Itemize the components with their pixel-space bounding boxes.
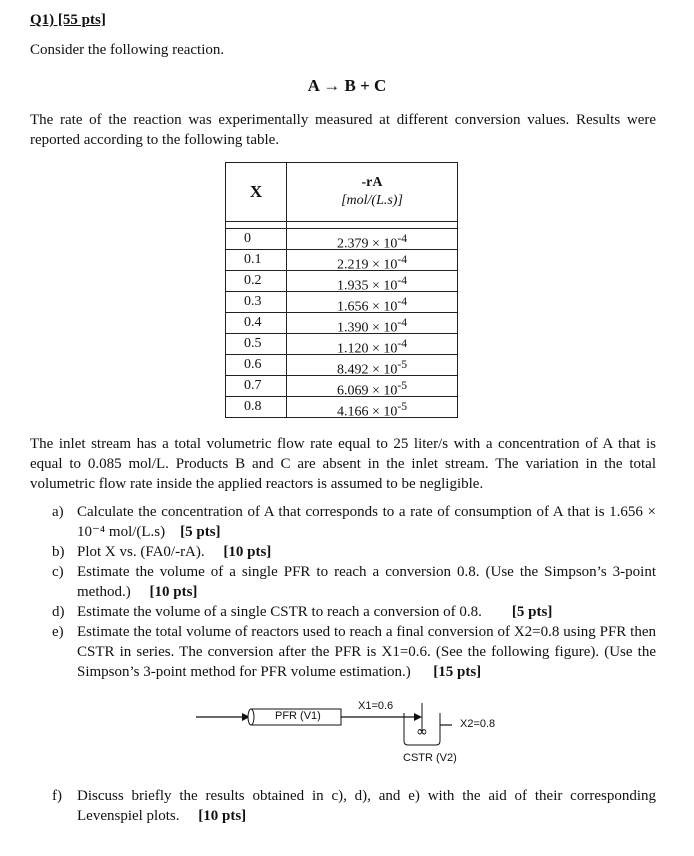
- x-value: 0.3: [244, 294, 262, 309]
- rate-value: $1.120 \times 10^{-4}$: [336, 337, 408, 357]
- question-item-b: b) Plot X vs. (FA0/-rA). [10 pts]: [52, 544, 272, 560]
- rate-value: $2.379 \times 10^{-4}$: [336, 232, 408, 252]
- question-list-f: [52, 786, 656, 826]
- rate-value: $1.390 \times 10^{-4}$: [336, 316, 408, 336]
- x-value: 0.7: [244, 378, 262, 393]
- question-item-f: f) Discuss briefly the results obtained in c), d), and e) with the aid of their corresponding Levenspiel plots. [10 pts]: [52, 788, 656, 824]
- cstr-stirrer-icon: ∞: [416, 724, 428, 740]
- rate-value: $6.069 \times 10^{-5}$: [336, 379, 408, 399]
- rate-value: $1.656 \times 10^{-4}$: [336, 295, 408, 315]
- rate-value: $4.166 \times 10^{-5}$: [336, 400, 408, 420]
- table-row: [226, 292, 458, 313]
- x1-label: X1=0.6: [358, 700, 394, 712]
- table-row: [226, 313, 458, 334]
- table-header-row: [226, 163, 458, 222]
- table-row: [226, 250, 458, 271]
- intermediate-arrow-head: [414, 713, 422, 721]
- table-row: [226, 376, 458, 397]
- intro-text: Consider the following reaction.: [30, 42, 225, 58]
- table-spacer-row: [226, 222, 458, 229]
- x-value: 0.4: [244, 315, 262, 330]
- table-row: [226, 355, 458, 376]
- table-header-rate: [287, 163, 458, 222]
- question-heading: Q1) [55 pts]: [30, 12, 106, 28]
- rate-value: $2.219 \times 10^{-4}$: [336, 253, 408, 273]
- reaction-equation: A → B + C: [307, 76, 387, 95]
- rate-value: $1.935 \times 10^{-4}$: [336, 274, 408, 294]
- x-value: 0.6: [244, 357, 262, 372]
- x-value: 0: [244, 231, 251, 246]
- reactor-series-diagram: [190, 695, 520, 775]
- rate-symbol: -rA: [361, 175, 383, 190]
- table-header-x: X: [226, 163, 287, 222]
- x-value: 0.8: [244, 399, 262, 414]
- question-item-c: c) Estimate the volume of a single PFR to reach a conversion 0.8. (Use the Simpson’s 3-point method.) [10 pts]: [52, 564, 656, 600]
- pfr-label: PFR (V1): [275, 710, 321, 722]
- table-row: [226, 334, 458, 355]
- cstr-label: CSTR (V2): [403, 752, 457, 764]
- table-row: [226, 271, 458, 292]
- question-item-a: a) Calculate the concentration of A that corresponds to a rate of consumption of A that is 1.656 × 10⁻⁴ mol/(L.s) [5 pts]: [52, 504, 656, 540]
- question-list-a-e: [52, 502, 656, 682]
- reactor-diagram-svg: [190, 695, 520, 775]
- rate-value: $8.492 \times 10^{-5}$: [336, 358, 408, 378]
- x-value: 0.1: [244, 252, 262, 267]
- rate-table: [225, 162, 458, 418]
- x2-label: X2=0.8: [460, 718, 496, 730]
- paragraph-inlet-conditions: The inlet stream has a total volumetric flow rate equal to 25 liter/s with a concentration of A that is equal to 0.085 mol/L. Products B and C are absent in the inlet stream. The variation in the total volumetric flow rate inside the applied reactors is assumed to be negligible.: [30, 436, 656, 492]
- x-value: 0.2: [244, 273, 262, 288]
- pfr-inlet-end: [248, 709, 254, 725]
- rate-unit: [mol/(L.s)]: [341, 193, 403, 208]
- question-item-e: e) Estimate the total volume of reactors used to reach a final conversion of X2=0.8 using PFR then CSTR in series. The conversion after the PFR is X1=0.6. (See the following figure). (Use the Simpson’s 3-point method for PFR volume estimation.) [15 pts]: [52, 624, 656, 680]
- x-value: 0.5: [244, 336, 262, 351]
- question-item-d: d) Estimate the volume of a single CSTR to reach a conversion of 0.8. [5 pts]: [52, 604, 553, 620]
- table-row: [226, 229, 458, 250]
- table-row: [226, 397, 458, 418]
- paragraph-rate-measurement: The rate of the reaction was experimentally measured at different conversion values. Results were reported according to the following table.: [30, 112, 656, 148]
